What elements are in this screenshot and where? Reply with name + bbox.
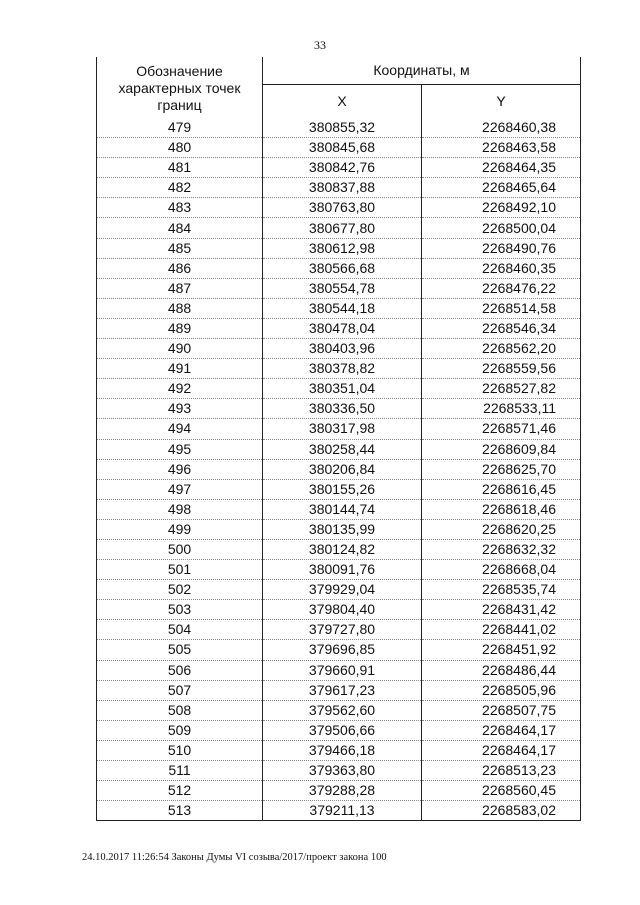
table-row <box>97 680 581 700</box>
x-coordinate-cell: 380763,80 <box>263 198 422 218</box>
y-coordinate-cell: 2268465,64 <box>422 178 581 198</box>
point-cell: 487 <box>97 278 263 298</box>
table-row <box>97 539 581 559</box>
table-row <box>97 761 581 781</box>
table-row <box>97 359 581 379</box>
table-row <box>97 218 581 238</box>
y-coordinate-cell: 2268505,96 <box>422 680 581 700</box>
y-coordinate-cell: 2268460,35 <box>422 258 581 278</box>
y-header: Y <box>422 85 581 119</box>
table-row <box>97 519 581 539</box>
y-coordinate-cell: 2268500,04 <box>422 218 581 238</box>
x-coordinate-cell: 379288,28 <box>263 781 422 801</box>
y-coordinate-cell: 2268464,17 <box>422 720 581 740</box>
x-coordinate-cell: 380554,78 <box>263 278 422 298</box>
y-coordinate-cell: 2268431,42 <box>422 600 581 620</box>
footer-stamp: 24.10.2017 11:26:54 Законы Думы VI созыва/2017/проект закона 100 <box>82 852 387 863</box>
table-row <box>97 298 581 318</box>
x-coordinate-cell: 380845,68 <box>263 138 422 158</box>
y-coordinate-cell: 2268632,32 <box>422 539 581 559</box>
table-row <box>97 258 581 278</box>
point-cell: 492 <box>97 379 263 399</box>
x-coordinate-cell: 379660,91 <box>263 660 422 680</box>
point-cell: 494 <box>97 419 263 439</box>
y-coordinate-cell: 2268616,45 <box>422 479 581 499</box>
y-coordinate-cell: 2268463,58 <box>422 138 581 158</box>
y-coordinate-cell: 2268464,17 <box>422 740 581 760</box>
x-coordinate-cell: 379804,40 <box>263 600 422 620</box>
table-row <box>97 660 581 680</box>
x-coordinate-cell: 380135,99 <box>263 519 422 539</box>
x-coordinate-cell: 379617,23 <box>263 680 422 700</box>
table-row <box>97 198 581 218</box>
y-coordinate-cell: 2268492,10 <box>422 198 581 218</box>
table-row <box>97 720 581 740</box>
x-coordinate-cell: 379211,13 <box>263 801 422 821</box>
y-coordinate-cell: 2268476,22 <box>422 278 581 298</box>
table-row <box>97 158 581 178</box>
y-coordinate-cell: 2268625,70 <box>422 459 581 479</box>
table-row <box>97 801 581 821</box>
x-coordinate-cell: 380855,32 <box>263 118 422 138</box>
x-coordinate-cell: 380566,68 <box>263 258 422 278</box>
x-coordinate-cell: 379363,80 <box>263 761 422 781</box>
y-coordinate-cell: 2268571,46 <box>422 419 581 439</box>
point-cell: 503 <box>97 600 263 620</box>
point-cell: 489 <box>97 318 263 338</box>
y-coordinate-cell: 2268464,35 <box>422 158 581 178</box>
point-cell: 483 <box>97 198 263 218</box>
x-coordinate-cell: 379562,60 <box>263 700 422 720</box>
point-cell: 512 <box>97 781 263 801</box>
y-coordinate-cell: 2268620,25 <box>422 519 581 539</box>
table-row <box>97 560 581 580</box>
page-number: 33 <box>314 38 326 52</box>
y-coordinate-cell: 2268583,02 <box>422 801 581 821</box>
point-cell: 506 <box>97 660 263 680</box>
x-coordinate-cell: 380842,76 <box>263 158 422 178</box>
x-coordinate-cell: 380317,98 <box>263 419 422 439</box>
point-cell: 500 <box>97 539 263 559</box>
point-cell: 499 <box>97 519 263 539</box>
point-cell: 508 <box>97 700 263 720</box>
table-row <box>97 178 581 198</box>
point-cell: 502 <box>97 580 263 600</box>
x-coordinate-cell: 380837,88 <box>263 178 422 198</box>
table-row <box>97 379 581 399</box>
x-header: X <box>263 85 422 119</box>
table-row <box>97 640 581 660</box>
table-row <box>97 620 581 640</box>
point-cell: 490 <box>97 339 263 359</box>
coordinates-table <box>96 57 581 821</box>
point-cell: 479 <box>97 118 263 138</box>
x-coordinate-cell: 379929,04 <box>263 580 422 600</box>
point-cell: 498 <box>97 499 263 519</box>
y-coordinate-cell: 2268451,92 <box>422 640 581 660</box>
x-coordinate-cell: 380206,84 <box>263 459 422 479</box>
point-cell: 509 <box>97 720 263 740</box>
x-coordinate-cell: 380351,04 <box>263 379 422 399</box>
y-coordinate-cell: 2268490,76 <box>422 238 581 258</box>
point-cell: 510 <box>97 740 263 760</box>
y-coordinate-cell: 2268460,38 <box>422 118 581 138</box>
point-cell: 507 <box>97 680 263 700</box>
point-cell: 486 <box>97 258 263 278</box>
point-cell: 505 <box>97 640 263 660</box>
x-coordinate-cell: 380677,80 <box>263 218 422 238</box>
table-row <box>97 439 581 459</box>
table-body <box>97 118 581 821</box>
point-cell: 496 <box>97 459 263 479</box>
table-row <box>97 278 581 298</box>
y-coordinate-cell: 2268527,82 <box>422 379 581 399</box>
point-cell: 480 <box>97 138 263 158</box>
x-coordinate-cell: 380478,04 <box>263 318 422 338</box>
table-row <box>97 399 581 419</box>
y-coordinate-cell: 2268441,02 <box>422 620 581 640</box>
x-coordinate-cell: 379727,80 <box>263 620 422 640</box>
table-header-row <box>97 57 581 85</box>
x-coordinate-cell: 380155,26 <box>263 479 422 499</box>
point-cell: 481 <box>97 158 263 178</box>
x-coordinate-cell: 380336,50 <box>263 399 422 419</box>
y-coordinate-cell: 2268559,56 <box>422 359 581 379</box>
x-coordinate-cell: 380378,82 <box>263 359 422 379</box>
x-coordinate-cell: 380258,44 <box>263 439 422 459</box>
y-coordinate-cell: 2268513,23 <box>422 761 581 781</box>
y-coordinate-cell: 2268507,75 <box>422 700 581 720</box>
point-cell: 485 <box>97 238 263 258</box>
point-cell: 491 <box>97 359 263 379</box>
designation-header: Обозначение характерных точек границ <box>97 57 263 118</box>
table-row <box>97 339 581 359</box>
y-coordinate-cell: 2268668,04 <box>422 560 581 580</box>
table-row <box>97 138 581 158</box>
table-row <box>97 118 581 138</box>
x-coordinate-cell: 380544,18 <box>263 298 422 318</box>
y-coordinate-cell: 2268609,84 <box>422 439 581 459</box>
table-row <box>97 318 581 338</box>
x-coordinate-cell: 380403,96 <box>263 339 422 359</box>
y-coordinate-cell: 2268535,74 <box>422 580 581 600</box>
table-row <box>97 499 581 519</box>
y-coordinate-cell: 2268514,58 <box>422 298 581 318</box>
table-row <box>97 781 581 801</box>
x-coordinate-cell: 379466,18 <box>263 740 422 760</box>
point-cell: 511 <box>97 761 263 781</box>
table-row <box>97 600 581 620</box>
table-row <box>97 459 581 479</box>
x-coordinate-cell: 380124,82 <box>263 539 422 559</box>
table-row <box>97 740 581 760</box>
table-row <box>97 238 581 258</box>
x-coordinate-cell: 380612,98 <box>263 238 422 258</box>
table-row <box>97 479 581 499</box>
x-coordinate-cell: 380144,74 <box>263 499 422 519</box>
point-cell: 488 <box>97 298 263 318</box>
point-cell: 497 <box>97 479 263 499</box>
point-cell: 495 <box>97 439 263 459</box>
point-cell: 484 <box>97 218 263 238</box>
y-coordinate-cell: 2268533,11 <box>422 399 581 419</box>
table-row <box>97 700 581 720</box>
x-coordinate-cell: 379506,66 <box>263 720 422 740</box>
point-cell: 501 <box>97 560 263 580</box>
y-coordinate-cell: 2268562,20 <box>422 339 581 359</box>
x-coordinate-cell: 379696,85 <box>263 640 422 660</box>
x-coordinate-cell: 380091,76 <box>263 560 422 580</box>
point-cell: 493 <box>97 399 263 419</box>
table-row <box>97 580 581 600</box>
y-coordinate-cell: 2268560,45 <box>422 781 581 801</box>
coordinates-header: Координаты, м <box>263 57 581 85</box>
table-row <box>97 419 581 439</box>
y-coordinate-cell: 2268486,44 <box>422 660 581 680</box>
point-cell: 482 <box>97 178 263 198</box>
y-coordinate-cell: 2268618,46 <box>422 499 581 519</box>
y-coordinate-cell: 2268546,34 <box>422 318 581 338</box>
point-cell: 504 <box>97 620 263 640</box>
point-cell: 513 <box>97 801 263 821</box>
